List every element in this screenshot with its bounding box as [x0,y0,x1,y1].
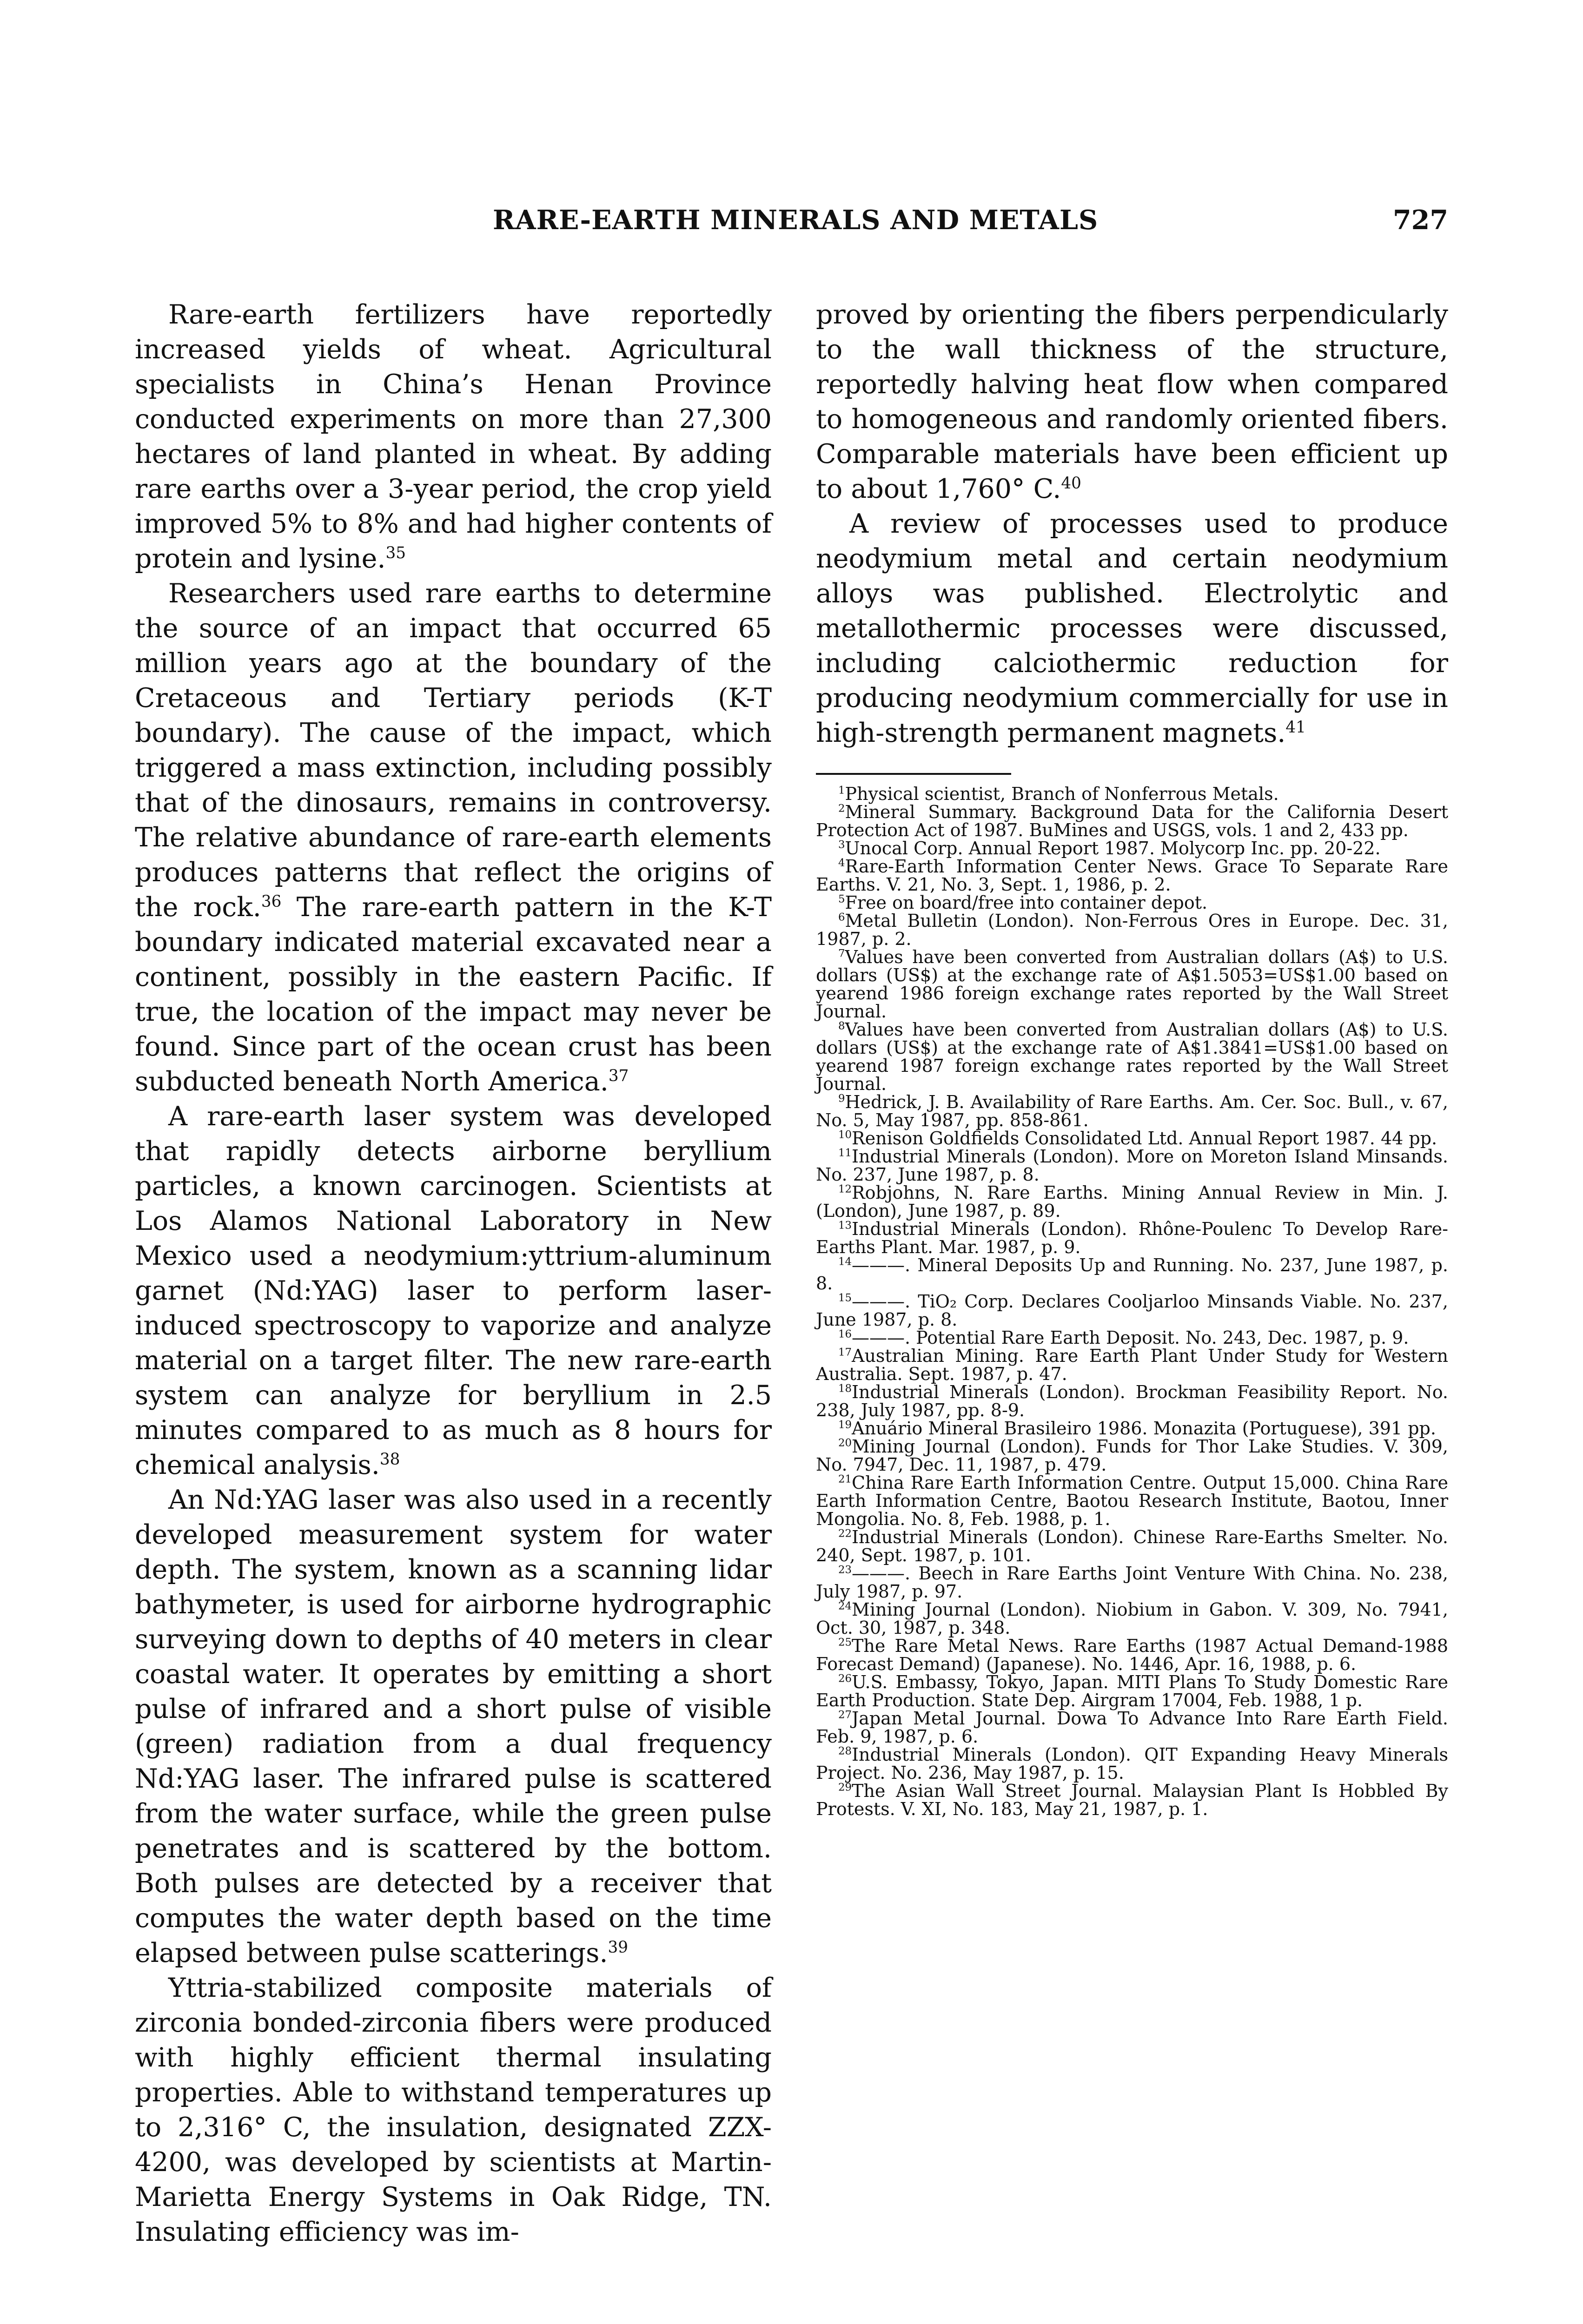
footnote: $^7$Values have been converted from Australian dollars (A$) to U.S. dollars (US$) at the exchange rate of A$1.5053=US$1.00 based on yearend 1986 foreign exchange rates reported by the Wall Street Journal. [816,947,1448,1022]
footnote-ref: 40 [1061,474,1081,493]
paragraph-lidar-bathymeter: An Nd:YAG laser was also used in a recently developed measurement system for water depth. The system, known as a scanning lidar bathymeter, is used for airborne hydrographic surveying down to depths of 40 meters in clear coastal water. It operates by emitting a short pulse of infrared and a short pulse of visible (green) radiation from a dual frequency Nd:YAG laser. The infrared pulse is scattered from the water surface, while the green pulse penetrates and is scattered by the bottom. Both pulses are detected by a receiver that computes the water depth based on the time elapsed between pulse scatterings.$^{39}$ [135,1485,772,1968]
footnote: $^9$Hedrick, J. B. Availability of Rare Earths. Am. Cer. Soc. Bull., v. 67, No. 5, May 1987, pp. 858-861. [816,1092,1448,1130]
paragraph-beryllium-laser: A rare-earth laser system was developed that rapidly detects airborne beryllium particles, a known carcinogen. Scientists at Los Alamos National Laboratory in New Mexico used a neodymium:yttrium-aluminum garnet (Nd:YAG) laser to perform laser-induced spectroscopy to vaporize and analyze material on a target filter. The new rare-earth system can analyze for beryllium in 2.5 minutes compared to as much as 8 hours for chemical analysis.$^{38}$ [135,1101,772,1480]
footnote-ref: 37 [608,1067,629,1085]
paragraph-kt-boundary: Researchers used rare earths to determine the source of an impact that occurred 65 million years ago at the boundary of the Cretaceous and Tertiary periods (K-T boundary). The cause of the impact, which triggered a mass extinction, including possibly that of the dinosaurs, remains in controversy. The relative abundance of rare-earth elements produces patterns that reflect the origins of the rock.$^{36}$ The rare-earth pattern in the K-T boundary indicated material excavated near a continent, possibly in the eastern Pacific. If true, the location of the impact may never be found. Since part of the ocean crust has been subducted beneath North America.$^{37}$ [135,578,772,1097]
footnote-ref: 39 [608,1938,629,1957]
footnote-divider [816,773,1011,775]
footnote: $^{24}$Mining Journal (London). Niobium in Gabon. V. 309, No. 7941, Oct. 30, 1987, p. 348. [816,1599,1448,1638]
footnote: $^{21}$China Rare Earth Information Centre. Output 15,000. China Rare Earth Information Centre, Baotou Research Institute, Baotou, Inner Mongolia. No. 8, Feb. 1988, p. 1. [816,1472,1448,1529]
right-column [816,297,1448,1818]
footnote: $^5$Free on board/free into container depot. [838,892,1208,913]
paragraph-fertilizers: Rare-earth fertilizers have reportedly increased yields of wheat. Agricultural specialists in China’s Henan Province conducted experiments on more than 27,300 hectares of land planted in wheat. By adding rare earths over a 3-year period, the crop yield improved 5% to 8% and had higher contents of protein and lysine.$^{35}$ [135,299,772,574]
footnote: $^{16}$———. Potential Rare Earth Deposit. No. 243, Dec. 1987, p. 9. [838,1327,1409,1348]
footnote-ref: 35 [385,544,406,562]
footnote: $^{12}$Robjohns, N. Rare Earths. Mining Annual Review in Min. J. (London), June 1987, p. 89. [816,1182,1448,1221]
footnotes [816,785,1448,1818]
footnote-ref: 38 [379,1450,400,1469]
footnote: $^{10}$Renison Goldfields Consolidated Ltd. Annual Report 1987. 44 pp. [838,1128,1437,1149]
left-column [135,297,772,2250]
page-header [0,205,1583,246]
footnote: $^6$Metal Bulletin (London). Non-Ferrous Ores in Europe. Dec. 31, 1987, p. 2. [816,911,1448,949]
footnote: $^{28}$Industrial Minerals (London). QIT Expanding Heavy Minerals Project. No. 236, May 1987, p. 15. [816,1744,1448,1783]
footnote: $^{19}$Anuário Mineral Brasileiro 1986. Monazita (Portuguese), 391 pp. [838,1418,1436,1439]
footnote: $^{26}$U.S. Embassy, Tokyo, Japan. MITI Plans To Study Domestic Rare Earth Production. State Dep. Airgram 17004, Feb. 1988, 1 p. [816,1672,1448,1710]
running-title: RARE-EARTH MINERALS AND METALS [493,205,1099,236]
footnote: $^3$Unocal Corp. Annual Report 1987. Molycorp Inc. pp. 20-22. [838,838,1381,858]
footnote: $^{13}$Industrial Minerals (London). Rhône-Poulenc To Develop Rare-Earths Plant. Mar. 1987, p. 9. [816,1219,1448,1257]
footnote: $^8$Values have been converted from Australian dollars (A$) to U.S. dollars (US$) at the exchange rate of A$1.3841=US$1.00 based on yearend 1987 foreign exchange rates reported by the Wall Street Journal. [816,1019,1448,1094]
footnote: $^{20}$Mining Journal (London). Funds for Thor Lake Studies. V. 309, No. 7947, Dec. 11, 1987, p. 479. [816,1436,1448,1475]
page-number: 727 [1393,205,1448,236]
footnote: $^{29}$The Asian Wall Street Journal. Malaysian Plant Is Hobbled By Protests. V. XI, No. 183, May 21, 1987, p. 1. [816,1781,1448,1819]
footnote-ref: 41 [1285,718,1306,737]
paragraph-neodymium: A review of processes used to produce neodymium metal and certain neodymium alloys was published. Electrolytic and metallothermic processes were discussed, including calciothermic reduction for producing neodymium commercially for use in high-strength permanent magnets.$^{41}$ [816,508,1448,748]
footnote: $^{14}$———. Mineral Deposits Up and Running. No. 237, June 1987, p. 8. [816,1255,1448,1294]
footnote: $^{11}$Industrial Minerals (London). More on Moreton Island Minsands. No. 237, June 1987, p. 8. [816,1146,1448,1185]
paragraph-zirconia-continued: proved by orienting the fibers perpendicularly to the wall thickness of the structure, reportedly halving heat flow when compared to homogeneous and randomly oriented fibers. Comparable materials have been efficient up to about 1,760° C.$^{40}$ [816,299,1448,504]
footnote: $^4$Rare-Earth Information Center News. Grace To Separate Rare Earths. V. 21, No. 3, Sept. 1, 1986, p. 2. [816,856,1448,895]
footnote: $^{15}$———. TiO₂ Corp. Declares Cooljarloo Minsands Viable. No. 237, June 1987, p. 8. [816,1291,1448,1330]
footnote: $^2$Mineral Summary. Background Data for the California Desert Protection Act of 1987. BuMines and USGS, vols. 1 and 2, 433 pp. [816,802,1448,840]
footnote: $^{27}$Japan Metal Journal. Dowa To Advance Into Rare Earth Field. Feb. 9, 1987, p. 6. [816,1708,1448,1747]
footnote: $^{17}$Australian Mining. Rare Earth Plant Under Study for Western Australia. Sept. 1987, p. 47. [816,1346,1448,1384]
footnote: $^{23}$———. Beech in Rare Earths Joint Venture With China. No. 238, July 1987, p. 97. [816,1563,1448,1602]
footnote: $^{25}$The Rare Metal News. Rare Earths (1987 Actual Demand-1988 Forecast Demand) (Japanese). No. 1446, Apr. 16, 1988, p. 6. [816,1636,1448,1674]
paragraph-zirconia: Yttria-stabilized composite materials of zirconia bonded-zirconia fibers were produced with highly efficient thermal insulating properties. Able to withstand temperatures up to 2,316° C, the insulation, designated ZZX-4200, was developed by scientists at Martin-Marietta Energy Systems in Oak Ridge, TN. Insulating efficiency was im- [135,1973,772,2247]
footnote: $^1$Physical scientist, Branch of Nonferrous Metals. [838,784,1279,804]
footnote-ref: 36 [261,892,282,911]
footnote: $^{22}$Industrial Minerals (London). Chinese Rare-Earths Smelter. No. 240, Sept. 1987, p. 101. [816,1527,1448,1565]
footnote: $^{18}$Industrial Minerals (London). Brockman Feasibility Report. No. 238, July 1987, pp. 8-9. [816,1382,1448,1420]
